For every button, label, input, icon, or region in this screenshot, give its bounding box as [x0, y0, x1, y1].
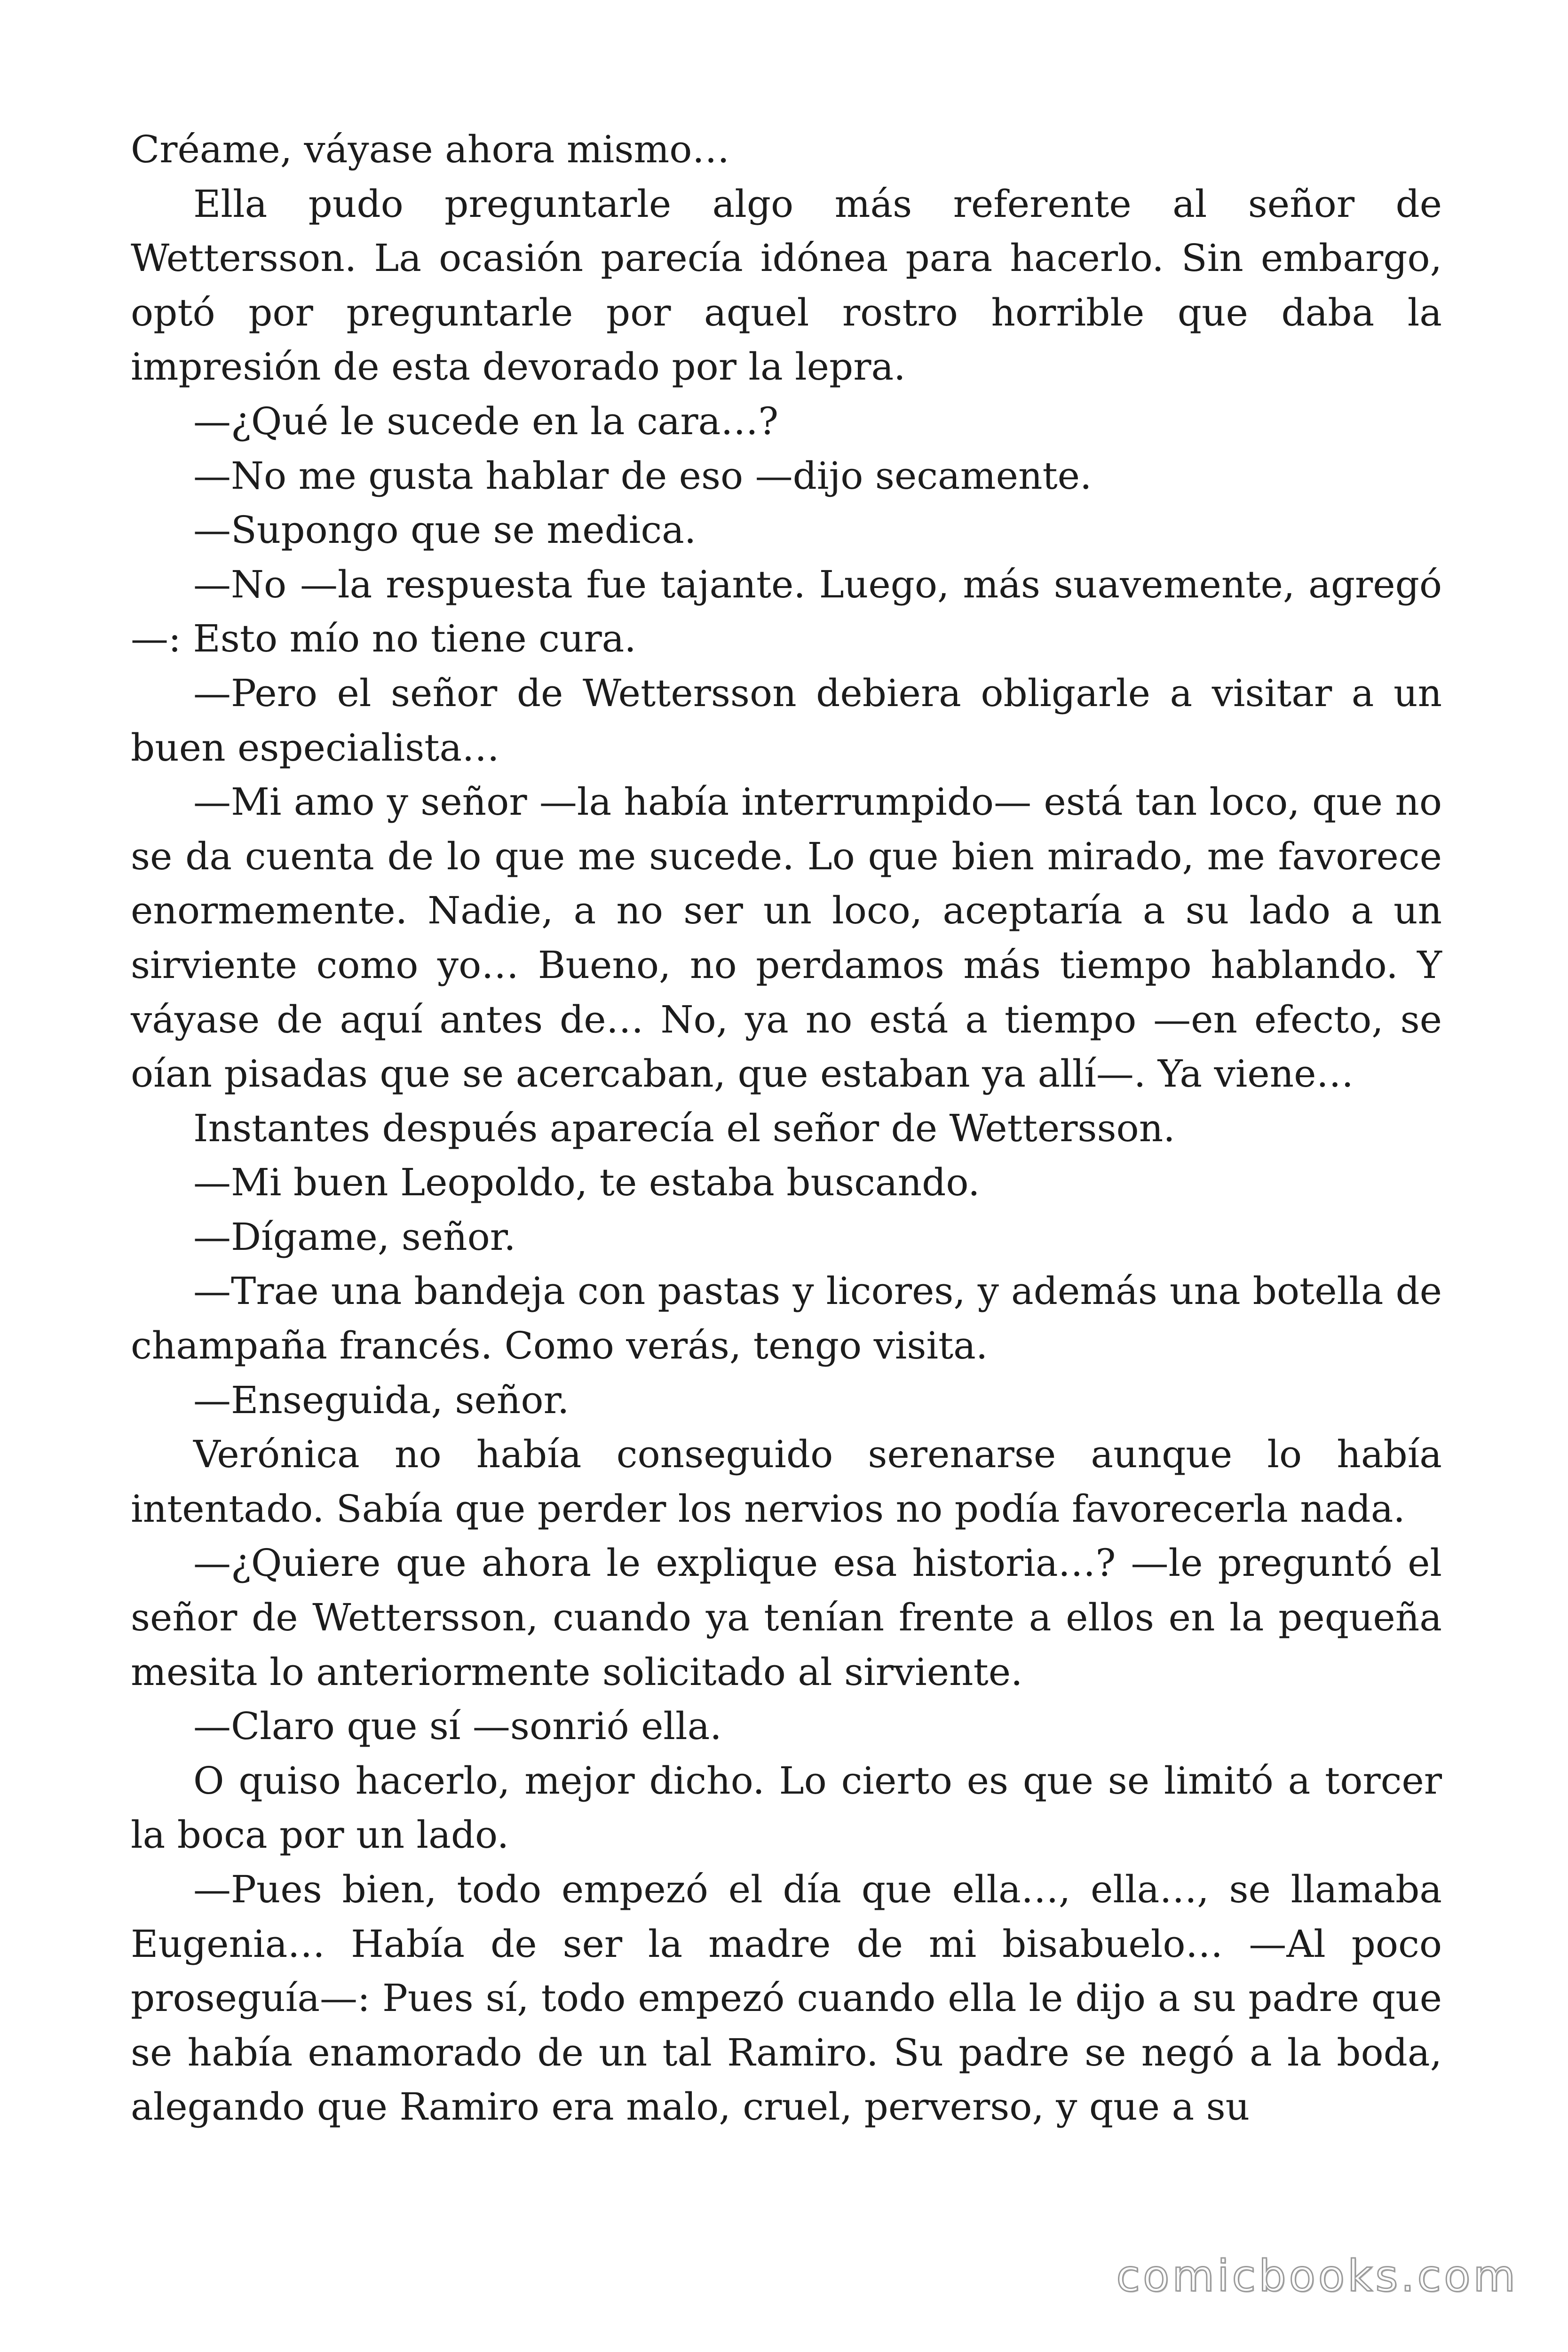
watermark-logo: comicbooks.com [1116, 2251, 1518, 2301]
paragraph: Verónica no había conseguido serenarse aunque lo había intentado. Sabía que perder los nervios no podía favorecerla nada. [131, 1432, 1442, 1531]
paragraph: —Enseguida, señor. [193, 1378, 570, 1422]
paragraph: —No —la respuesta fue tajante. Luego, más suavemente, agregó —: Esto mío no tiene cura. [131, 562, 1442, 661]
paragraph: —¿Quiere que ahora le explique esa historia…? —le preguntó el señor de Wettersson, cuando ya tenían frente a ellos en la pequeña mesita lo anteriormente solicitado al sirviente. [131, 1541, 1442, 1694]
paragraph: —¿Qué le sucede en la cara…? [193, 399, 779, 443]
paragraph: Créame, váyase ahora mismo… [131, 127, 730, 171]
paragraph: —Mi amo y señor —la había interrumpido— está tan loco, que no se da cuenta de lo que me sucede. Lo que bien mirado, me favorece enormemente. Nadie, a no ser un loco, aceptaría a su lado a un sirviente como yo… Bueno, no perdamos más tiempo hablando. Y váyase de aquí antes de… No, ya no está a tiempo —en efecto, se oían pisadas que se acercaban, que estaban ya allí—. Ya viene… [131, 780, 1442, 1096]
paragraph: —Pero el señor de Wettersson debiera obligarle a visitar a un buen especialista… [131, 671, 1442, 770]
paragraph: Ella pudo preguntarle algo más referente al señor de Wettersson. La ocasión parecía idónea para hacerlo. Sin embargo, optó por preguntarle por aquel rostro horrible que daba la impresión de esta devorado por la lepra. [131, 182, 1442, 389]
paragraph: —Claro que sí —sonrió ella. [193, 1704, 722, 1748]
paragraph: —Supongo que se medica. [193, 508, 697, 552]
paragraph: —Pues bien, todo empezó el día que ella…, ella…, se llamaba Eugenia… Había de ser la madre de mi bisabuelo… —Al poco proseguía—: Pues sí, todo empezó cuando ella le dijo a su padre que se había enamorado de un tal Ramiro. Su padre se negó a la boda, alegando que Ramiro era malo, cruel, perverso, y que a su [131, 1867, 1442, 2129]
paragraph: Instantes después aparecía el señor de Wettersson. [193, 1106, 1175, 1150]
paragraph: —Dígame, señor. [193, 1215, 516, 1259]
paragraph: —Mi buen Leopoldo, te estaba buscando. [193, 1160, 980, 1205]
paragraph: —No me gusta hablar de eso —dijo secamente. [193, 453, 1092, 498]
paragraph: —Trae una bandeja con pastas y licores, y además una botella de champaña francés. Como verás, tengo visita. [131, 1269, 1442, 1368]
page-body [131, 122, 1442, 2134]
paragraph: O quiso hacerlo, mejor dicho. Lo cierto es que se limitó a torcer la boca por un lado. [131, 1758, 1442, 1857]
